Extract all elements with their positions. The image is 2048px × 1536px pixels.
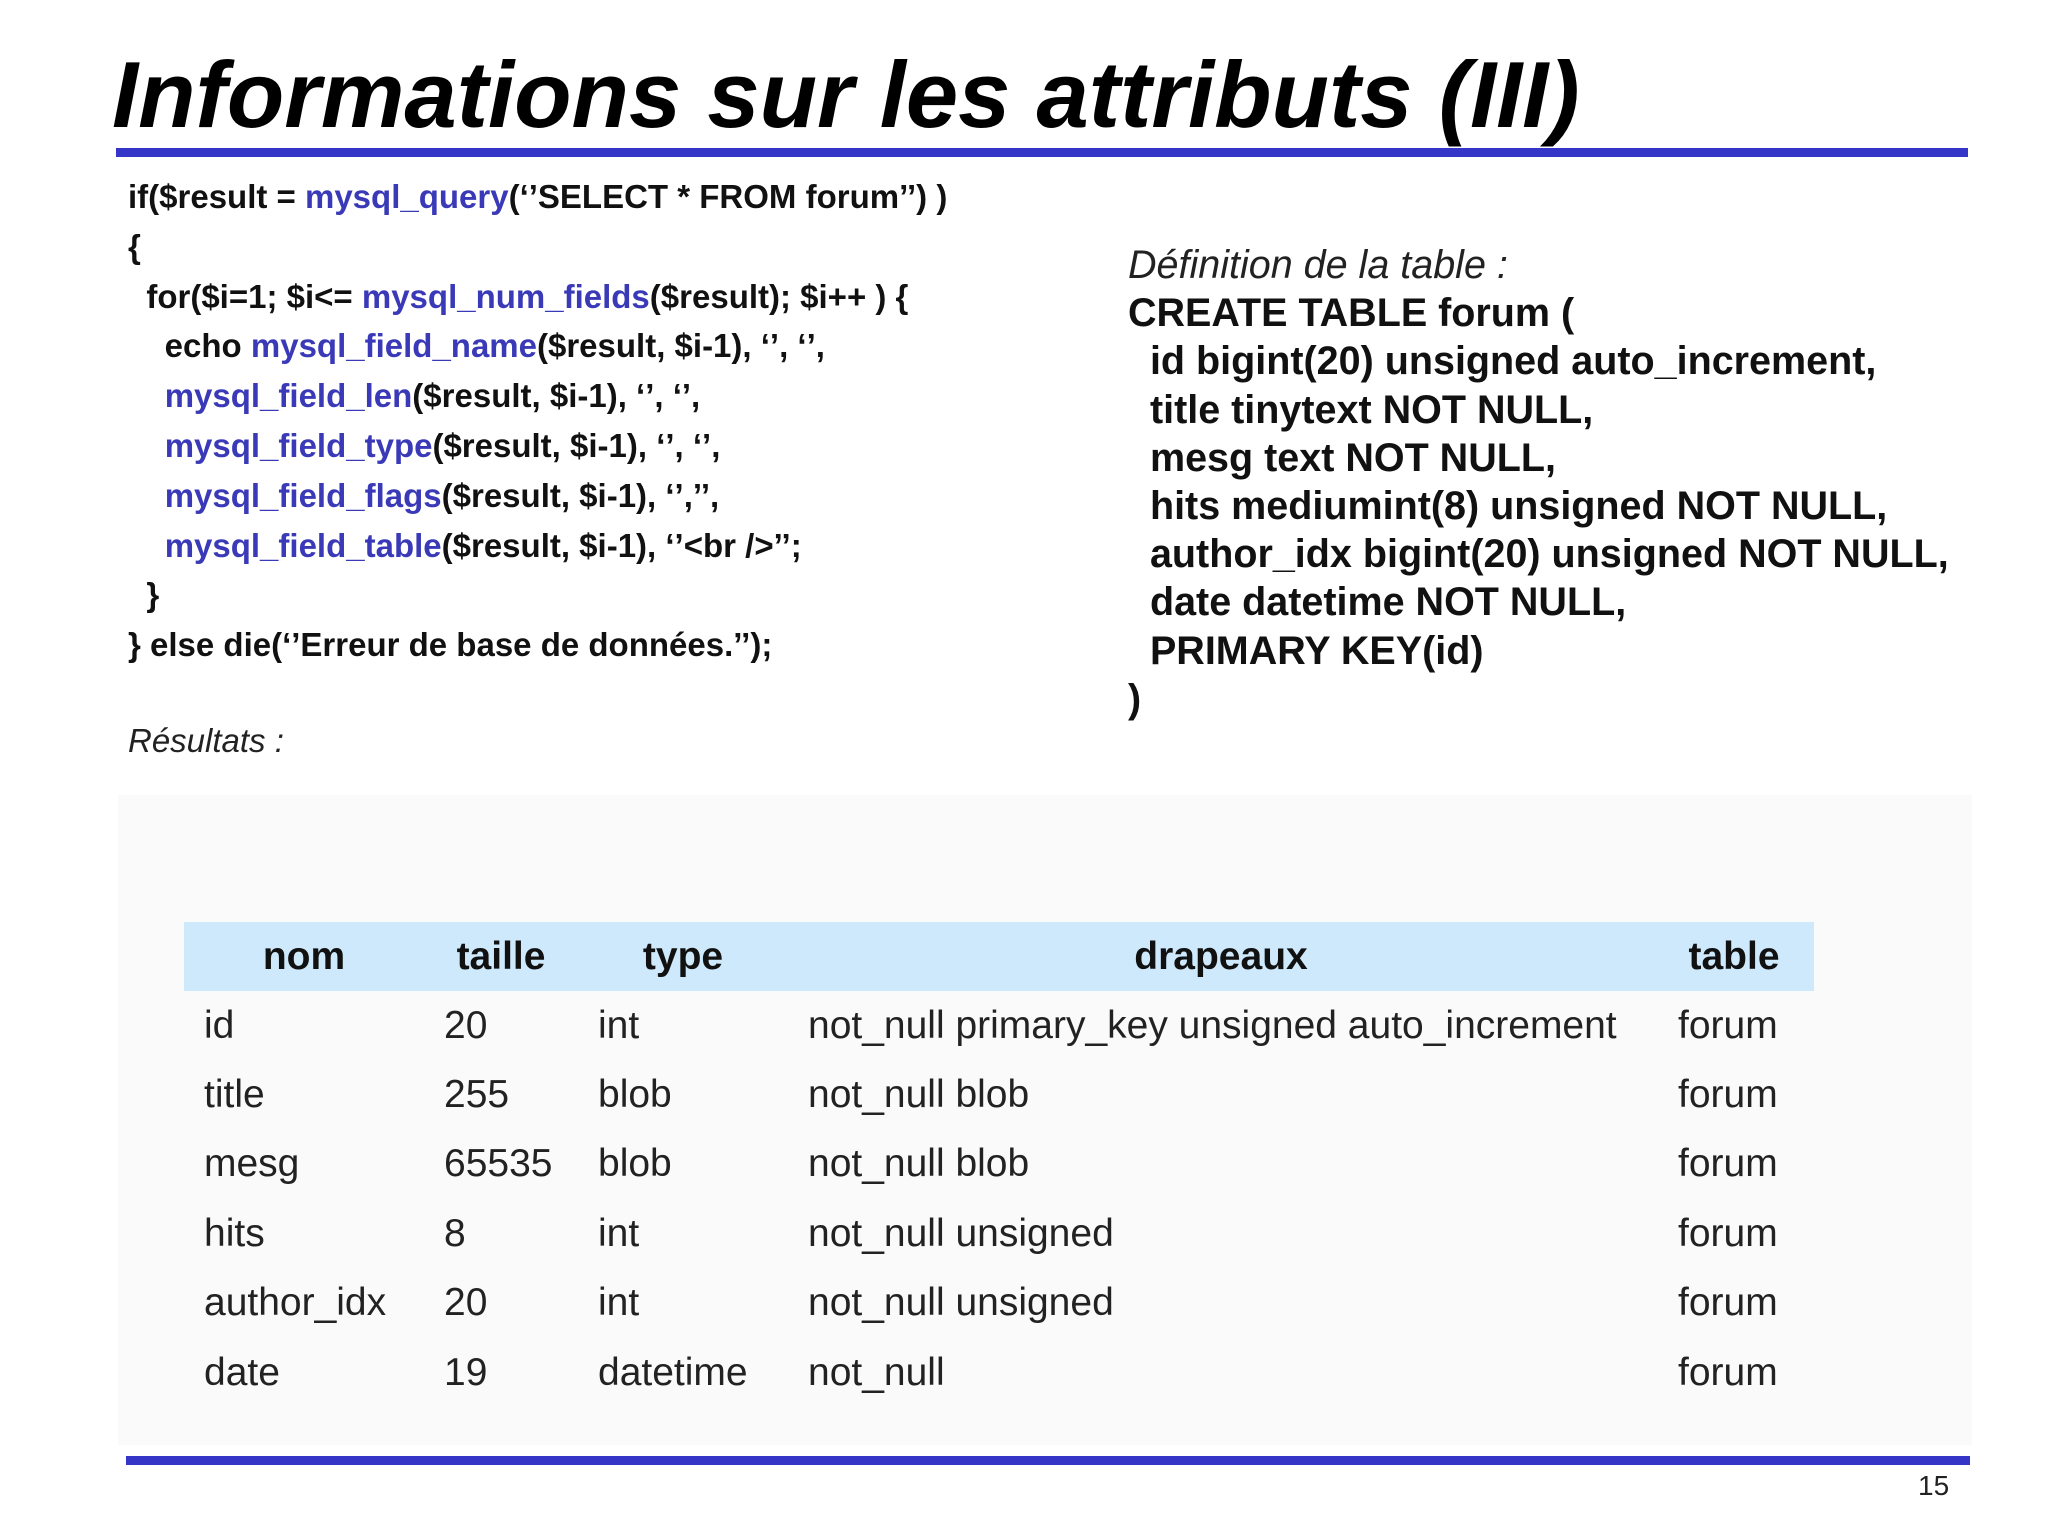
table-cell: forum	[1678, 1003, 1778, 1047]
slide-title: Informations sur les attributs (III)	[112, 42, 1580, 147]
table-cell: blob	[598, 1142, 672, 1186]
code-text: (‘’SELECT * FROM forum’’) )	[508, 178, 948, 215]
code-line	[128, 272, 947, 322]
table-cell: datetime	[598, 1350, 748, 1394]
table-cell: int	[598, 1211, 640, 1255]
definition-line: )	[1128, 676, 1142, 721]
code-text: ($result, $i-1), ‘’, ‘’,	[412, 377, 701, 415]
code-function-name: mysql_field_len	[164, 377, 413, 415]
table-cell: mesg	[204, 1142, 300, 1186]
definition-line: mesg text NOT NULL,	[1128, 435, 1556, 480]
code-text: ($result); $i++ ) {	[649, 277, 909, 315]
table-body	[184, 991, 1814, 1407]
code-line	[128, 222, 947, 272]
table-cell: author_idx	[204, 1281, 387, 1325]
title-divider	[116, 148, 1968, 157]
code-text: for($i=1; $i<=	[128, 277, 362, 315]
table-cell: 8	[444, 1211, 466, 1255]
php-code-block	[128, 172, 947, 670]
table-cell: forum	[1678, 1211, 1778, 1255]
table-cell: hits	[204, 1211, 265, 1255]
table-row	[184, 1199, 1814, 1268]
table-row	[184, 991, 1814, 1060]
code-text	[128, 427, 165, 464]
table-cell: not_null blob	[808, 1073, 1030, 1117]
code-line	[128, 521, 947, 571]
code-text: if($result =	[128, 178, 305, 215]
table-row	[184, 1060, 1814, 1129]
table-cell: blob	[598, 1073, 672, 1117]
code-line	[128, 421, 947, 471]
table-cell: not_null primary_key unsigned auto_increment	[808, 1003, 1617, 1047]
code-text: }	[128, 576, 160, 614]
code-text	[128, 477, 165, 514]
table-cell: not_null blob	[808, 1142, 1030, 1186]
code-line	[128, 570, 947, 620]
table-cell: not_null	[808, 1350, 945, 1394]
table-row	[184, 1338, 1814, 1407]
code-function-name: mysql_field_table	[164, 526, 442, 564]
table-definition	[1128, 241, 1949, 723]
results-table	[184, 922, 1814, 1407]
column-header-drapeaux: drapeaux	[788, 922, 1654, 991]
table-cell: 19	[444, 1350, 488, 1394]
code-line	[128, 471, 947, 521]
definition-label: Définition de la table :	[1128, 243, 1508, 287]
column-header-type: type	[578, 922, 788, 991]
table-row	[184, 1130, 1814, 1199]
table-cell: forum	[1678, 1142, 1778, 1186]
table-cell: forum	[1678, 1073, 1778, 1117]
code-text: {	[128, 227, 141, 265]
table-header-row	[184, 922, 1814, 991]
definition-line: title tinytext NOT NULL,	[1128, 387, 1594, 432]
definition-sql	[1128, 289, 1949, 723]
code-function-name: mysql_query	[304, 178, 509, 215]
results-label: Résultats :	[128, 722, 284, 759]
definition-line: author_idx bigint(20) unsigned NOT NULL,	[1128, 532, 1949, 577]
code-text: ($result, $i-1), ‘’, ‘’,	[432, 426, 721, 464]
definition-line: hits mediumint(8) unsigned NOT NULL,	[1128, 483, 1888, 528]
table-cell: forum	[1678, 1281, 1778, 1325]
table-cell: not_null unsigned	[808, 1281, 1114, 1325]
table-cell: date	[204, 1350, 280, 1394]
column-header-table: table	[1654, 922, 1814, 991]
table-cell: 65535	[444, 1142, 553, 1186]
code-text	[128, 377, 165, 414]
code-line	[128, 620, 947, 670]
code-function-name: mysql_field_flags	[164, 476, 442, 514]
code-text: } else die(‘’Erreur de base de données.’’);	[128, 626, 773, 664]
definition-line: date datetime NOT NULL,	[1128, 580, 1627, 625]
table-cell: 20	[444, 1281, 488, 1325]
table-cell: int	[598, 1281, 640, 1325]
code-text: echo	[128, 327, 251, 365]
page-number: 15	[1918, 1470, 1950, 1501]
table-cell: title	[204, 1073, 265, 1117]
table-cell: not_null unsigned	[808, 1211, 1114, 1255]
code-text: ($result, $i-1), ‘’<br />’’;	[441, 526, 802, 564]
table-cell: 20	[444, 1003, 488, 1047]
column-header-nom: nom	[184, 922, 424, 991]
table-cell: id	[204, 1003, 235, 1047]
column-header-taille: taille	[424, 922, 578, 991]
code-text: ($result, $i-1), ‘’,’’,	[441, 476, 720, 514]
code-line	[128, 371, 947, 421]
code-function-name: mysql_field_type	[164, 426, 433, 464]
definition-line: id bigint(20) unsigned auto_increment,	[1128, 339, 1877, 384]
footer-divider	[126, 1456, 1970, 1465]
code-function-name: mysql_num_fields	[361, 277, 650, 315]
definition-line: CREATE TABLE forum (	[1128, 291, 1575, 336]
table-cell: forum	[1678, 1350, 1778, 1394]
code-text	[128, 527, 165, 564]
table-row	[184, 1269, 1814, 1338]
code-line	[128, 172, 947, 222]
code-function-name: mysql_field_name	[250, 327, 537, 365]
definition-line: PRIMARY KEY(id)	[1128, 628, 1484, 673]
code-text: ($result, $i-1), ‘’, ‘’,	[537, 327, 825, 365]
table-cell: 255	[444, 1073, 510, 1117]
code-line	[128, 321, 947, 371]
table-cell: int	[598, 1003, 640, 1047]
